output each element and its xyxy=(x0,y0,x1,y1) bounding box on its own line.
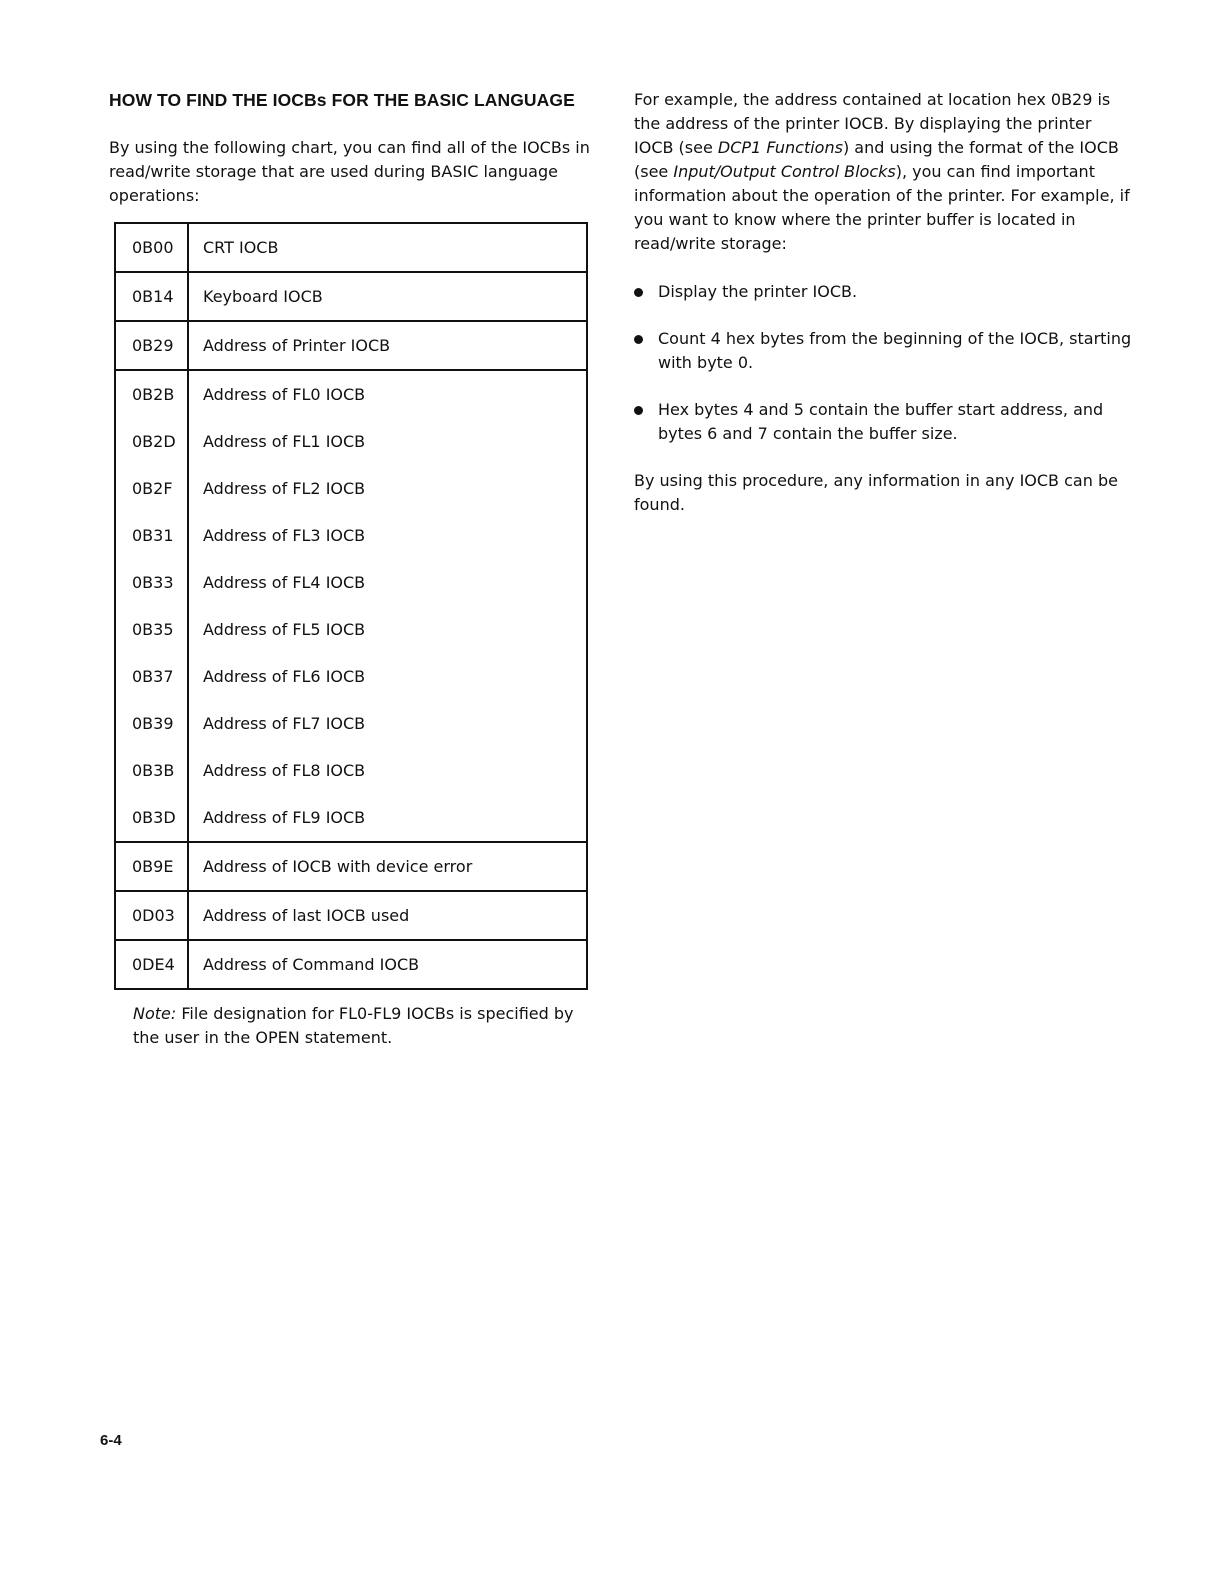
left-column xyxy=(109,88,594,1050)
table-cell-address: 0B2F xyxy=(115,465,188,512)
table-row xyxy=(115,223,587,272)
table-row xyxy=(115,747,587,794)
table-cell-description: Address of IOCB with device error xyxy=(188,842,587,891)
table-note xyxy=(133,1002,593,1050)
example-paragraph xyxy=(634,88,1134,256)
section-heading: HOW TO FIND THE IOCBs FOR THE BASIC LANGUAGE xyxy=(109,90,575,110)
bullet-icon xyxy=(634,288,643,297)
table-cell-address: 0B00 xyxy=(115,223,188,272)
table-row xyxy=(115,272,587,321)
table-cell-address: 0B2D xyxy=(115,418,188,465)
table-cell-description: Address of FL3 IOCB xyxy=(203,526,366,545)
table-cell-description: Address of Printer IOCB xyxy=(188,321,587,370)
table-row xyxy=(115,559,587,606)
table-cell-description: Address of FL9 IOCB xyxy=(203,808,366,827)
bullet-icon xyxy=(634,406,643,415)
table-row xyxy=(115,940,587,989)
table-cell-address: 0B39 xyxy=(115,700,188,747)
table-cell-address: 0B3D xyxy=(115,794,188,842)
reference-dcp1-functions: DCP1 Functions xyxy=(717,138,843,157)
table-cell-address: 0B3B xyxy=(115,747,188,794)
list-item xyxy=(634,398,1134,446)
bullet-icon xyxy=(634,335,643,344)
list-item-text: Count 4 hex bytes from the beginning of the IOCB, starting with byte 0. xyxy=(658,329,1132,372)
list-item-text: Hex bytes 4 and 5 contain the buffer start address, and bytes 6 and 7 contain the buffer size. xyxy=(658,400,1104,443)
intro-paragraph: By using the following chart, you can find all of the IOCBs in read/write storage that are used during BASIC language operations: xyxy=(109,138,590,205)
table-cell-description: Address of FL5 IOCB xyxy=(203,620,366,639)
example-text-part: ) and using the format of the IOCB (see xyxy=(634,138,1119,181)
closing-paragraph: By using this procedure, any information in any IOCB can be found. xyxy=(634,471,1118,514)
list-item xyxy=(634,327,1134,375)
table-cell-description: Address of FL6 IOCB xyxy=(203,667,366,686)
table-row xyxy=(115,842,587,891)
table-row xyxy=(115,891,587,940)
table-cell-address: 0B33 xyxy=(115,559,188,606)
table-row xyxy=(115,418,587,465)
table-row xyxy=(115,700,587,747)
table-row xyxy=(115,370,587,418)
table-row xyxy=(115,653,587,700)
table-cell-address: 0DE4 xyxy=(115,940,188,989)
table-cell-description: Address of FL1 IOCB xyxy=(203,432,366,451)
table-row xyxy=(115,512,587,559)
table-cell-description: Address of last IOCB used xyxy=(188,891,587,940)
table-cell-description: Address of FL7 IOCB xyxy=(203,714,366,733)
table-cell-address: 0B14 xyxy=(115,272,188,321)
table-cell-address: 0B37 xyxy=(115,653,188,700)
table-row xyxy=(115,606,587,653)
table-cell-description: Address of FL4 IOCB xyxy=(203,573,366,592)
table-row xyxy=(115,794,587,842)
table-cell-address: 0B29 xyxy=(115,321,188,370)
right-column xyxy=(634,88,1134,517)
list-item-text: Display the printer IOCB. xyxy=(658,282,858,301)
list-item xyxy=(634,280,1134,304)
table-cell-description: Address of FL8 IOCB xyxy=(203,761,366,780)
table-cell-address: 0B35 xyxy=(115,606,188,653)
table-cell-address: 0B31 xyxy=(115,512,188,559)
table-cell-description: Keyboard IOCB xyxy=(188,272,587,321)
table-cell-description: Address of FL0 IOCB xyxy=(188,370,587,418)
reference-io-control-blocks: Input/Output Control Blocks xyxy=(673,162,896,181)
iocb-table xyxy=(114,222,588,990)
table-cell-address: 0B9E xyxy=(115,842,188,891)
table-cell-description: Address of Command IOCB xyxy=(188,940,587,989)
table-cell-description: Address of FL2 IOCB xyxy=(203,479,366,498)
procedure-list xyxy=(634,280,1134,446)
note-text: File designation for FL0-FL9 IOCBs is specified by the user in the OPEN statement. xyxy=(133,1004,574,1047)
page-number: 6-4 xyxy=(100,1432,122,1449)
example-text-part: ), you can find important information about the operation of the printer. For example, if you want to know where the printer buffer is located in read/write storage: xyxy=(634,162,1130,253)
table-row xyxy=(115,465,587,512)
table-row xyxy=(115,321,587,370)
example-text-part: For example, the address contained at location hex 0B29 is the address of the printer IOCB. By displaying the printer IOCB (see xyxy=(634,90,1111,157)
table-cell-address: 0D03 xyxy=(115,891,188,940)
table-cell-description: CRT IOCB xyxy=(203,238,279,257)
note-label: Note: xyxy=(133,1004,177,1023)
table-cell-address: 0B2B xyxy=(115,370,188,418)
